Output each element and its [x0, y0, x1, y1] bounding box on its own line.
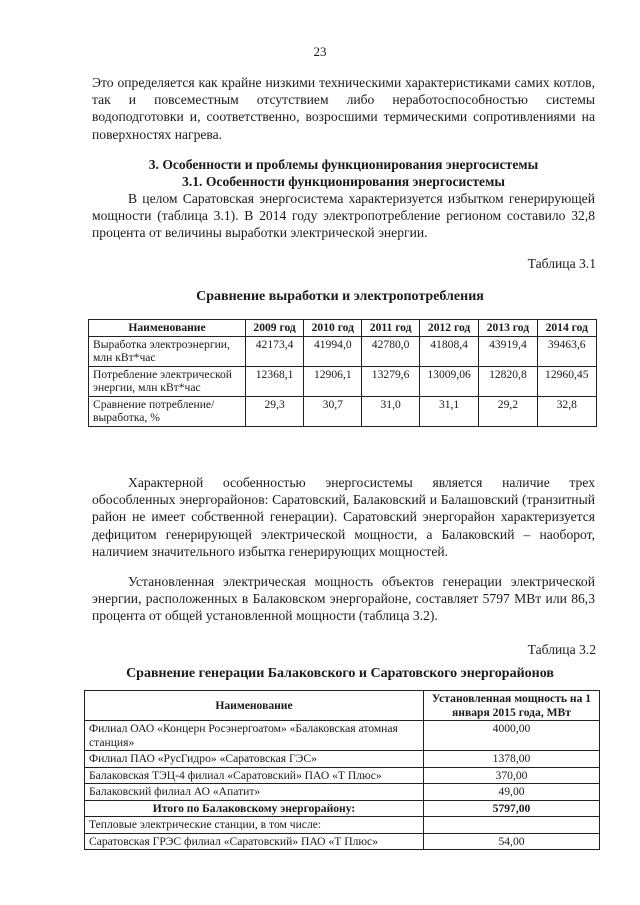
cell-value: 12368,1 [246, 366, 304, 396]
row-name: Балаковский филиал АО «Апатит» [85, 784, 424, 801]
table1-label: Таблица 3.1 [527, 256, 596, 271]
empty-cell [424, 817, 600, 834]
cell-value: 41994,0 [304, 336, 362, 366]
table-header-row [85, 691, 600, 721]
cell-value: 30,7 [304, 396, 362, 426]
cell-value: 29,3 [246, 396, 304, 426]
cell-value: 41808,4 [419, 336, 478, 366]
header-name: Наименование [85, 691, 424, 721]
table2-title: Сравнение генерации Балаковского и Саратовского энергорайонов [126, 666, 554, 681]
table-row [89, 366, 597, 396]
section-heading: 3. Особенности и проблемы функционирования энергосистемы [148, 157, 539, 172]
intro-paragraph: Это определяется как крайне низкими техническими характеристиками самих котлов, так и повсеместным отсутствием либо неработоспособностью системы водоподготовки и, соответственно, возросшими термическими сопротивлениями на поверхностях нагрева. [92, 75, 595, 142]
cell-value: 4000,00 [424, 721, 600, 751]
cell-value: 54,00 [424, 833, 600, 850]
cell-value: 12820,8 [479, 366, 537, 396]
row-name: Саратовская ГРЭС филиал «Саратовский» ПАО «Т Плюс» [85, 833, 424, 850]
paragraph-4: Установленная электрическая мощность объектов генерации электрической энергии, расположенных в Балаковском энергорайоне, составляет 5797 МВт или 86,3 процента от общей установленной мощности (таблица 3.2). [92, 574, 595, 624]
cell-value: 39463,6 [537, 336, 596, 366]
generation-table [84, 690, 600, 850]
table1-title: Сравнение выработки и электропотребления [196, 289, 484, 304]
header-year: 2012 год [419, 320, 478, 337]
row-name: Филиал ОАО «Концерн Росэнергоатом» «Балаковская атомная станция» [85, 721, 424, 751]
total-value: 5797,00 [424, 800, 600, 817]
table-row [89, 396, 597, 426]
row-name: Филиал ПАО «РусГидро» «Саратовская ГЭС» [85, 751, 424, 768]
cell-value: 42780,0 [362, 336, 419, 366]
table-header-row [89, 320, 597, 337]
page-number: 23 [313, 44, 327, 59]
subsection-heading: 3.1. Особенности функционирования энергосистемы [182, 174, 505, 189]
cell-value: 13009,06 [419, 366, 478, 396]
header-year: 2011 год [362, 320, 419, 337]
table-row [85, 784, 600, 801]
table-row [85, 751, 600, 768]
subheader-text: Тепловые электрические станции, в том числе: [85, 817, 424, 834]
header-year: 2013 год [479, 320, 537, 337]
subheader-row [85, 817, 600, 834]
cell-value: 370,00 [424, 767, 600, 784]
table-row [85, 767, 600, 784]
cell-value: 13279,6 [362, 366, 419, 396]
table-row [89, 336, 597, 366]
header-name: Наименование [89, 320, 246, 337]
paragraph-3: Характерной особенностью энергосистемы является наличие трех обособленных энергорайонов: Саратовский, Балаковский и Балашовский (транзитный район не имеет собственной генерации). Саратовский энергорайон характеризуется дефицитом генерирующей электрической мощности, а Балаковский – наоборот, наличием значительного избытка генерирующих мощностей. [92, 475, 595, 559]
header-capacity: Установленная мощность на 1 января 2015 года, МВт [424, 691, 600, 721]
header-year: 2010 год [304, 320, 362, 337]
cell-value: 43919,4 [479, 336, 537, 366]
cell-value: 31,1 [419, 396, 478, 426]
header-year: 2014 год [537, 320, 596, 337]
table-row [85, 721, 600, 751]
cell-value: 31,0 [362, 396, 419, 426]
cell-value: 29,2 [479, 396, 537, 426]
cell-value: 32,8 [537, 396, 596, 426]
row-name: Выработка электроэнергии, млн кВт*час [89, 336, 246, 366]
cell-value: 42173,4 [246, 336, 304, 366]
cell-value: 1378,00 [424, 751, 600, 768]
cell-value: 12906,1 [304, 366, 362, 396]
table2-label: Таблица 3.2 [527, 642, 596, 657]
row-name: Балаковская ТЭЦ-4 филиал «Саратовский» ПАО «Т Плюс» [85, 767, 424, 784]
cell-value: 49,00 [424, 784, 600, 801]
row-name: Потребление электрической энергии, млн кВт*час [89, 366, 246, 396]
paragraph-2: В целом Саратовская энергосистема характеризуется избытком генерирующей мощности (таблица 3.1). В 2014 году электропотребление регионом составило 32,8 процента от величины выработки электрической энергии. [92, 191, 595, 241]
header-year: 2009 год [246, 320, 304, 337]
row-name: Сравнение потребление/ выработка, % [89, 396, 246, 426]
total-name: Итого по Балаковскому энергорайону: [85, 800, 424, 817]
total-row [85, 800, 600, 817]
cell-value: 12960,45 [537, 366, 596, 396]
table-row [85, 833, 600, 850]
comparison-table [88, 319, 597, 427]
